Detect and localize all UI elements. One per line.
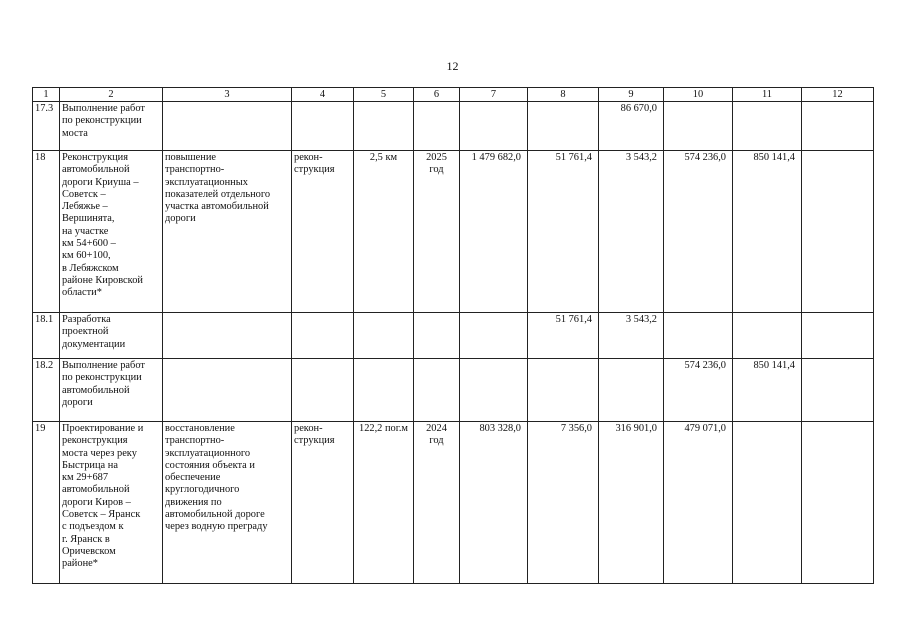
value-col-10 <box>664 102 733 151</box>
value-col-11: 850 141,4 <box>733 151 802 313</box>
value-col-10: 574 236,0 <box>664 359 733 422</box>
value-col-12 <box>802 359 874 422</box>
value-col-11 <box>733 102 802 151</box>
header-cell: 3 <box>163 88 292 102</box>
work-type: рекон- струкция <box>292 151 354 313</box>
year <box>414 102 460 151</box>
table-row <box>33 102 874 151</box>
header-cell: 7 <box>460 88 528 102</box>
object-name: Разработка проектной документации <box>60 313 163 359</box>
header-cell: 5 <box>354 88 414 102</box>
value-col-8 <box>528 359 599 422</box>
work-type: рекон- струкция <box>292 422 354 584</box>
header-cell: 9 <box>599 88 664 102</box>
table-row <box>33 359 874 422</box>
value-col-8: 51 761,4 <box>528 151 599 313</box>
value-col-10: 479 071,0 <box>664 422 733 584</box>
header-row <box>33 88 874 102</box>
row-number: 18.2 <box>33 359 60 422</box>
page-number: 12 <box>446 59 459 73</box>
value-col-11 <box>733 313 802 359</box>
capacity <box>354 359 414 422</box>
header-cell: 2 <box>60 88 163 102</box>
purpose: повышение транспортно- эксплуатационных показателей отдельного участка автомобильной дороги <box>163 151 292 313</box>
value-col-7: 1 479 682,0 <box>460 151 528 313</box>
capacity <box>354 102 414 151</box>
value-col-8: 51 761,4 <box>528 313 599 359</box>
table-row <box>33 422 874 584</box>
header-cell: 1 <box>33 88 60 102</box>
work-type <box>292 359 354 422</box>
row-number: 17.3 <box>33 102 60 151</box>
value-col-8 <box>528 102 599 151</box>
capacity: 122,2 пог.м <box>354 422 414 584</box>
header-cell: 11 <box>733 88 802 102</box>
purpose <box>163 359 292 422</box>
value-col-7 <box>460 313 528 359</box>
value-col-9: 316 901,0 <box>599 422 664 584</box>
value-col-8: 7 356,0 <box>528 422 599 584</box>
table-row <box>33 313 874 359</box>
year <box>414 313 460 359</box>
work-type <box>292 313 354 359</box>
row-number: 19 <box>33 422 60 584</box>
object-name: Реконструкция автомобильной дороги Криуша – Советск – Лебяжье – Вершинята, на участке км 54+600 – км 60+100, в Лебяжском районе Кировской области* <box>60 151 163 313</box>
table-row <box>33 151 874 313</box>
value-col-12 <box>802 102 874 151</box>
year: 2024 год <box>414 422 460 584</box>
header-cell: 4 <box>292 88 354 102</box>
year: 2025 год <box>414 151 460 313</box>
purpose <box>163 102 292 151</box>
value-col-11: 850 141,4 <box>733 359 802 422</box>
work-type <box>292 102 354 151</box>
value-col-10 <box>664 313 733 359</box>
object-name: Проектирование и реконструкция моста через реку Быстрица на км 29+687 автомобильной дороги Киров – Советск – Яранск с подъездом к г. Яранск в Оричевском районе* <box>60 422 163 584</box>
capacity: 2,5 км <box>354 151 414 313</box>
object-name: Выполнение работ по реконструкции моста <box>60 102 163 151</box>
value-col-10: 574 236,0 <box>664 151 733 313</box>
value-col-9 <box>599 359 664 422</box>
value-col-7: 803 328,0 <box>460 422 528 584</box>
header-cell: 6 <box>414 88 460 102</box>
object-name: Выполнение работ по реконструкции автомобильной дороги <box>60 359 163 422</box>
value-col-9: 86 670,0 <box>599 102 664 151</box>
value-col-9: 3 543,2 <box>599 151 664 313</box>
value-col-9: 3 543,2 <box>599 313 664 359</box>
header-cell: 10 <box>664 88 733 102</box>
investment-table <box>32 87 874 584</box>
value-col-12 <box>802 151 874 313</box>
value-col-11 <box>733 422 802 584</box>
year <box>414 359 460 422</box>
row-number: 18.1 <box>33 313 60 359</box>
purpose <box>163 313 292 359</box>
value-col-12 <box>802 422 874 584</box>
purpose: восстановление транспортно- эксплуатационного состояния объекта и обеспечение круглогодичного движения по автомобильной дороге через водную преграду <box>163 422 292 584</box>
value-col-7 <box>460 102 528 151</box>
header-cell: 12 <box>802 88 874 102</box>
value-col-7 <box>460 359 528 422</box>
header-cell: 8 <box>528 88 599 102</box>
row-number: 18 <box>33 151 60 313</box>
value-col-12 <box>802 313 874 359</box>
capacity <box>354 313 414 359</box>
